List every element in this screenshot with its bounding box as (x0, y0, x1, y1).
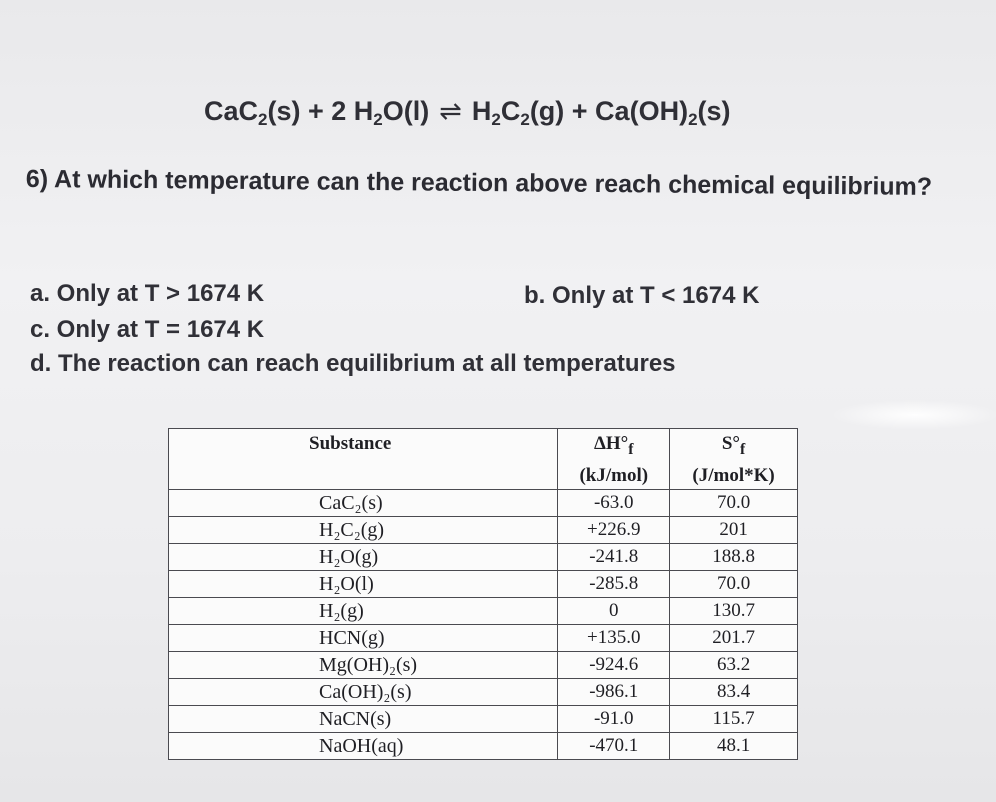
cell-substance: Ca(OH)₂(s) (169, 678, 558, 705)
header-enthalpy (558, 429, 670, 490)
eq-subscript: 2 (688, 110, 698, 129)
header-enthalpy-symbol: ΔH° (593, 433, 629, 454)
option-d[interactable]: d. The reaction can reach equilibrium at all temperatures (30, 350, 676, 377)
table-header-row (169, 429, 798, 490)
header-entropy (670, 429, 798, 490)
eq-part: O(l) (382, 96, 430, 126)
cell-entropy: 188.8 (670, 543, 798, 570)
cell-substance: H₂(g) (169, 597, 558, 624)
cell-entropy: 201.7 (670, 624, 798, 651)
cell-entropy: 48.1 (670, 732, 798, 759)
header-substance: Substance (169, 429, 558, 490)
table-row (169, 489, 798, 516)
cell-entropy: 63.2 (670, 651, 798, 678)
eq-subscript: 2 (520, 110, 530, 129)
light-glare (830, 400, 996, 430)
table-row (169, 570, 798, 597)
cell-entropy: 70.0 (670, 570, 798, 597)
table-row (169, 732, 798, 759)
eq-part: C (500, 96, 521, 126)
option-b[interactable]: b. Only at T < 1674 K (524, 282, 760, 309)
thermodynamic-data-table (168, 428, 798, 760)
cell-entropy: 83.4 (670, 678, 798, 705)
cell-enthalpy: 0 (558, 597, 670, 624)
cell-entropy: 201 (670, 516, 798, 543)
table-row (169, 597, 798, 624)
cell-substance: NaCN(s) (169, 705, 558, 732)
cell-enthalpy: -241.8 (558, 543, 670, 570)
header-entropy-symbol: S° (721, 433, 741, 454)
table-row (169, 678, 798, 705)
table-row (169, 705, 798, 732)
cell-enthalpy: -470.1 (558, 732, 670, 759)
cell-entropy: 115.7 (670, 705, 798, 732)
cell-substance: Mg(OH)₂(s) (169, 651, 558, 678)
cell-substance: H₂O(g) (169, 543, 558, 570)
cell-substance: H₂O(l) (169, 570, 558, 597)
cell-enthalpy: -91.0 (558, 705, 670, 732)
header-entropy-unit: (J/mol*K) (692, 464, 775, 486)
table-row (169, 651, 798, 678)
cell-substance: H₂C₂(g) (169, 516, 558, 543)
eq-subscript: 2 (491, 110, 501, 129)
eq-subscript: 2 (258, 110, 268, 129)
eq-part: CaC (204, 96, 259, 126)
eq-part: (s) + 2 H (267, 96, 374, 126)
header-enthalpy-unit: (kJ/mol) (579, 464, 649, 486)
cell-enthalpy: -63.0 (558, 489, 670, 516)
table-row (169, 516, 798, 543)
header-entropy-subscript: f (740, 440, 746, 458)
cell-entropy: 70.0 (670, 489, 798, 516)
equilibrium-arrow-icon: ⇌ (439, 96, 462, 126)
cell-enthalpy: +135.0 (558, 624, 670, 651)
option-a[interactable]: a. Only at T > 1674 K (30, 280, 265, 307)
cell-substance: NaOH(aq) (169, 732, 558, 759)
eq-subscript: 2 (373, 110, 383, 129)
cell-entropy: 130.7 (670, 597, 798, 624)
cell-enthalpy: -924.6 (558, 651, 670, 678)
eq-part: (s) (697, 96, 731, 126)
table-row (169, 543, 798, 570)
header-enthalpy-subscript: f (628, 440, 634, 458)
cell-enthalpy: -285.8 (558, 570, 670, 597)
cell-enthalpy: +226.9 (558, 516, 670, 543)
eq-part: (g) + Ca(OH) (529, 96, 689, 126)
question-text: 6) At which temperature can the reaction above reach chemical equilibrium? (25, 165, 933, 201)
option-c[interactable]: c. Only at T = 1674 K (30, 316, 265, 343)
eq-part: H (471, 96, 492, 126)
cell-substance: CaC₂(s) (169, 489, 558, 516)
cell-enthalpy: -986.1 (558, 678, 670, 705)
table-row (169, 624, 798, 651)
cell-substance: HCN(g) (169, 624, 558, 651)
reaction-equation (204, 96, 731, 127)
